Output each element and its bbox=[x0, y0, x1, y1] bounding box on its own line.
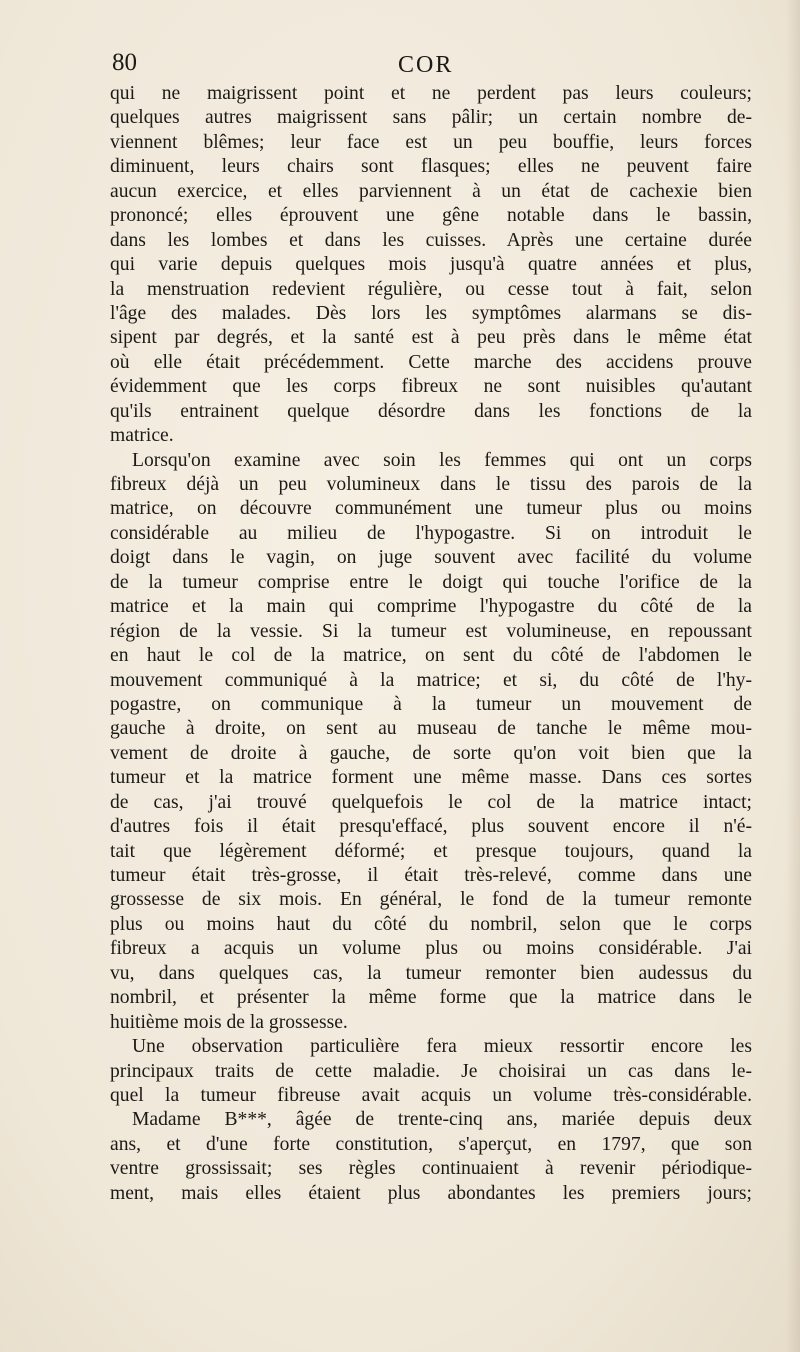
text-line: la menstruation redevient régulière, ou cesse tout à fait, selon bbox=[110, 278, 752, 300]
text-line: quelques autres maigrissent sans pâlir; un certain nombre de- bbox=[110, 107, 752, 129]
text-line: de cas, j'ai trouvé quelquefois le col de la matrice intact; bbox=[110, 791, 752, 813]
text-line: vement de droite à gauche, de sorte qu'on voit bien que la bbox=[110, 742, 752, 764]
text-line: quel la tumeur fibreuse avait acquis un volume très-considérable. bbox=[110, 1084, 752, 1106]
text-line: sipent par degrés, et la santé est à peu près dans le même état bbox=[110, 327, 752, 349]
text-line: viennent blêmes; leur face est un peu bouffie, leurs forces bbox=[110, 131, 752, 153]
text-line: d'autres fois il était presqu'effacé, plus souvent encore il n'é- bbox=[110, 816, 752, 838]
page-edge-shadow bbox=[786, 0, 800, 1352]
text-line: qui ne maigrissent point et ne perdent pas leurs couleurs; bbox=[110, 83, 752, 104]
page-number: 80 bbox=[112, 49, 137, 76]
text-line: prononcé; elles éprouvent une gêne notable dans le bassin, bbox=[110, 205, 752, 227]
text-line: considérable au milieu de l'hypogastre. Si on introduit le bbox=[110, 522, 752, 544]
body-text bbox=[110, 82, 752, 1206]
text-line: l'âge des malades. Dès lors les symptômes alarmans se dis- bbox=[110, 302, 752, 324]
text-line: ans, et d'une forte constitution, s'aperçut, en 1797, que son bbox=[110, 1133, 752, 1155]
text-line: matrice. bbox=[110, 425, 174, 447]
text-line: ventre grossissait; ses règles continuaient à revenir périodique- bbox=[110, 1158, 752, 1180]
text-line: qui varie depuis quelques mois jusqu'à quatre années et plus, bbox=[110, 254, 752, 276]
text-line: ment, mais elles étaient plus abondantes les premiers jours; bbox=[110, 1182, 752, 1204]
text-line: gauche à droite, on sent au museau de tanche le même mou- bbox=[110, 718, 752, 740]
text-line: tait que légèrement déformé; et presque toujours, quand la bbox=[110, 840, 752, 862]
text-line: qu'ils entrainent quelque désordre dans les fonctions de la bbox=[110, 400, 752, 422]
text-line: huitième mois de la grossesse. bbox=[110, 1011, 348, 1033]
text-line: évidemment que les corps fibreux ne sont nuisibles qu'autant bbox=[110, 376, 752, 398]
text-line: de la tumeur comprise entre le doigt qui touche l'orifice de la bbox=[110, 571, 752, 593]
text-line: vu, dans quelques cas, la tumeur remonter bien audessus du bbox=[110, 962, 752, 984]
text-line: pogastre, on communique à la tumeur un mouvement de bbox=[110, 693, 752, 715]
page-header bbox=[112, 46, 752, 82]
text-line: grossesse de six mois. En général, le fond de la tumeur remonte bbox=[110, 889, 752, 911]
text-line: Madame B***, âgée de trente-cinq ans, mariée depuis deux bbox=[132, 1109, 752, 1131]
text-line: où elle était précédemment. Cette marche des accidens prouve bbox=[110, 351, 752, 373]
text-line: nombril, et présenter la même forme que la matrice dans le bbox=[110, 987, 752, 1009]
text-line: plus ou moins haut du côté du nombril, selon que le corps bbox=[110, 913, 752, 935]
running-head: COR bbox=[398, 52, 454, 78]
text-line: fibreux a acquis un volume plus ou moins considérable. J'ai bbox=[110, 938, 752, 960]
text-line: tumeur était très-grosse, il était très-relevé, comme dans une bbox=[110, 865, 752, 886]
text-line: mouvement communiqué à la matrice; et si, du côté de l'hy- bbox=[110, 669, 752, 691]
text-line: aucun exercice, et elles parviennent à un état de cachexie bien bbox=[110, 180, 752, 202]
text-line: doigt dans le vagin, on juge souvent avec facilité du volume bbox=[110, 547, 752, 569]
text-line: principaux traits de cette maladie. Je choisirai un cas dans le- bbox=[110, 1060, 752, 1082]
text-line: Une observation particulière fera mieux ressortir encore les bbox=[132, 1036, 752, 1058]
text-line: en haut le col de la matrice, on sent du côté de l'abdomen le bbox=[110, 645, 752, 667]
text-line: Lorsqu'on examine avec soin les femmes qui ont un corps bbox=[132, 449, 752, 471]
text-line: diminuent, leurs chairs sont flasques; elles ne peuvent faire bbox=[110, 156, 752, 178]
text-line: dans les lombes et dans les cuisses. Après une certaine durée bbox=[110, 229, 752, 251]
text-line: tumeur et la matrice forment une même masse. Dans ces sortes bbox=[110, 767, 752, 789]
text-line: matrice et la main qui comprime l'hypogastre du côté de la bbox=[110, 596, 752, 618]
text-line: matrice, on découvre communément une tumeur plus ou moins bbox=[110, 498, 752, 520]
text-line: fibreux déjà un peu volumineux dans le tissu des parois de la bbox=[110, 474, 752, 495]
text-line: région de la vessie. Si la tumeur est volumineuse, en repoussant bbox=[110, 620, 752, 642]
